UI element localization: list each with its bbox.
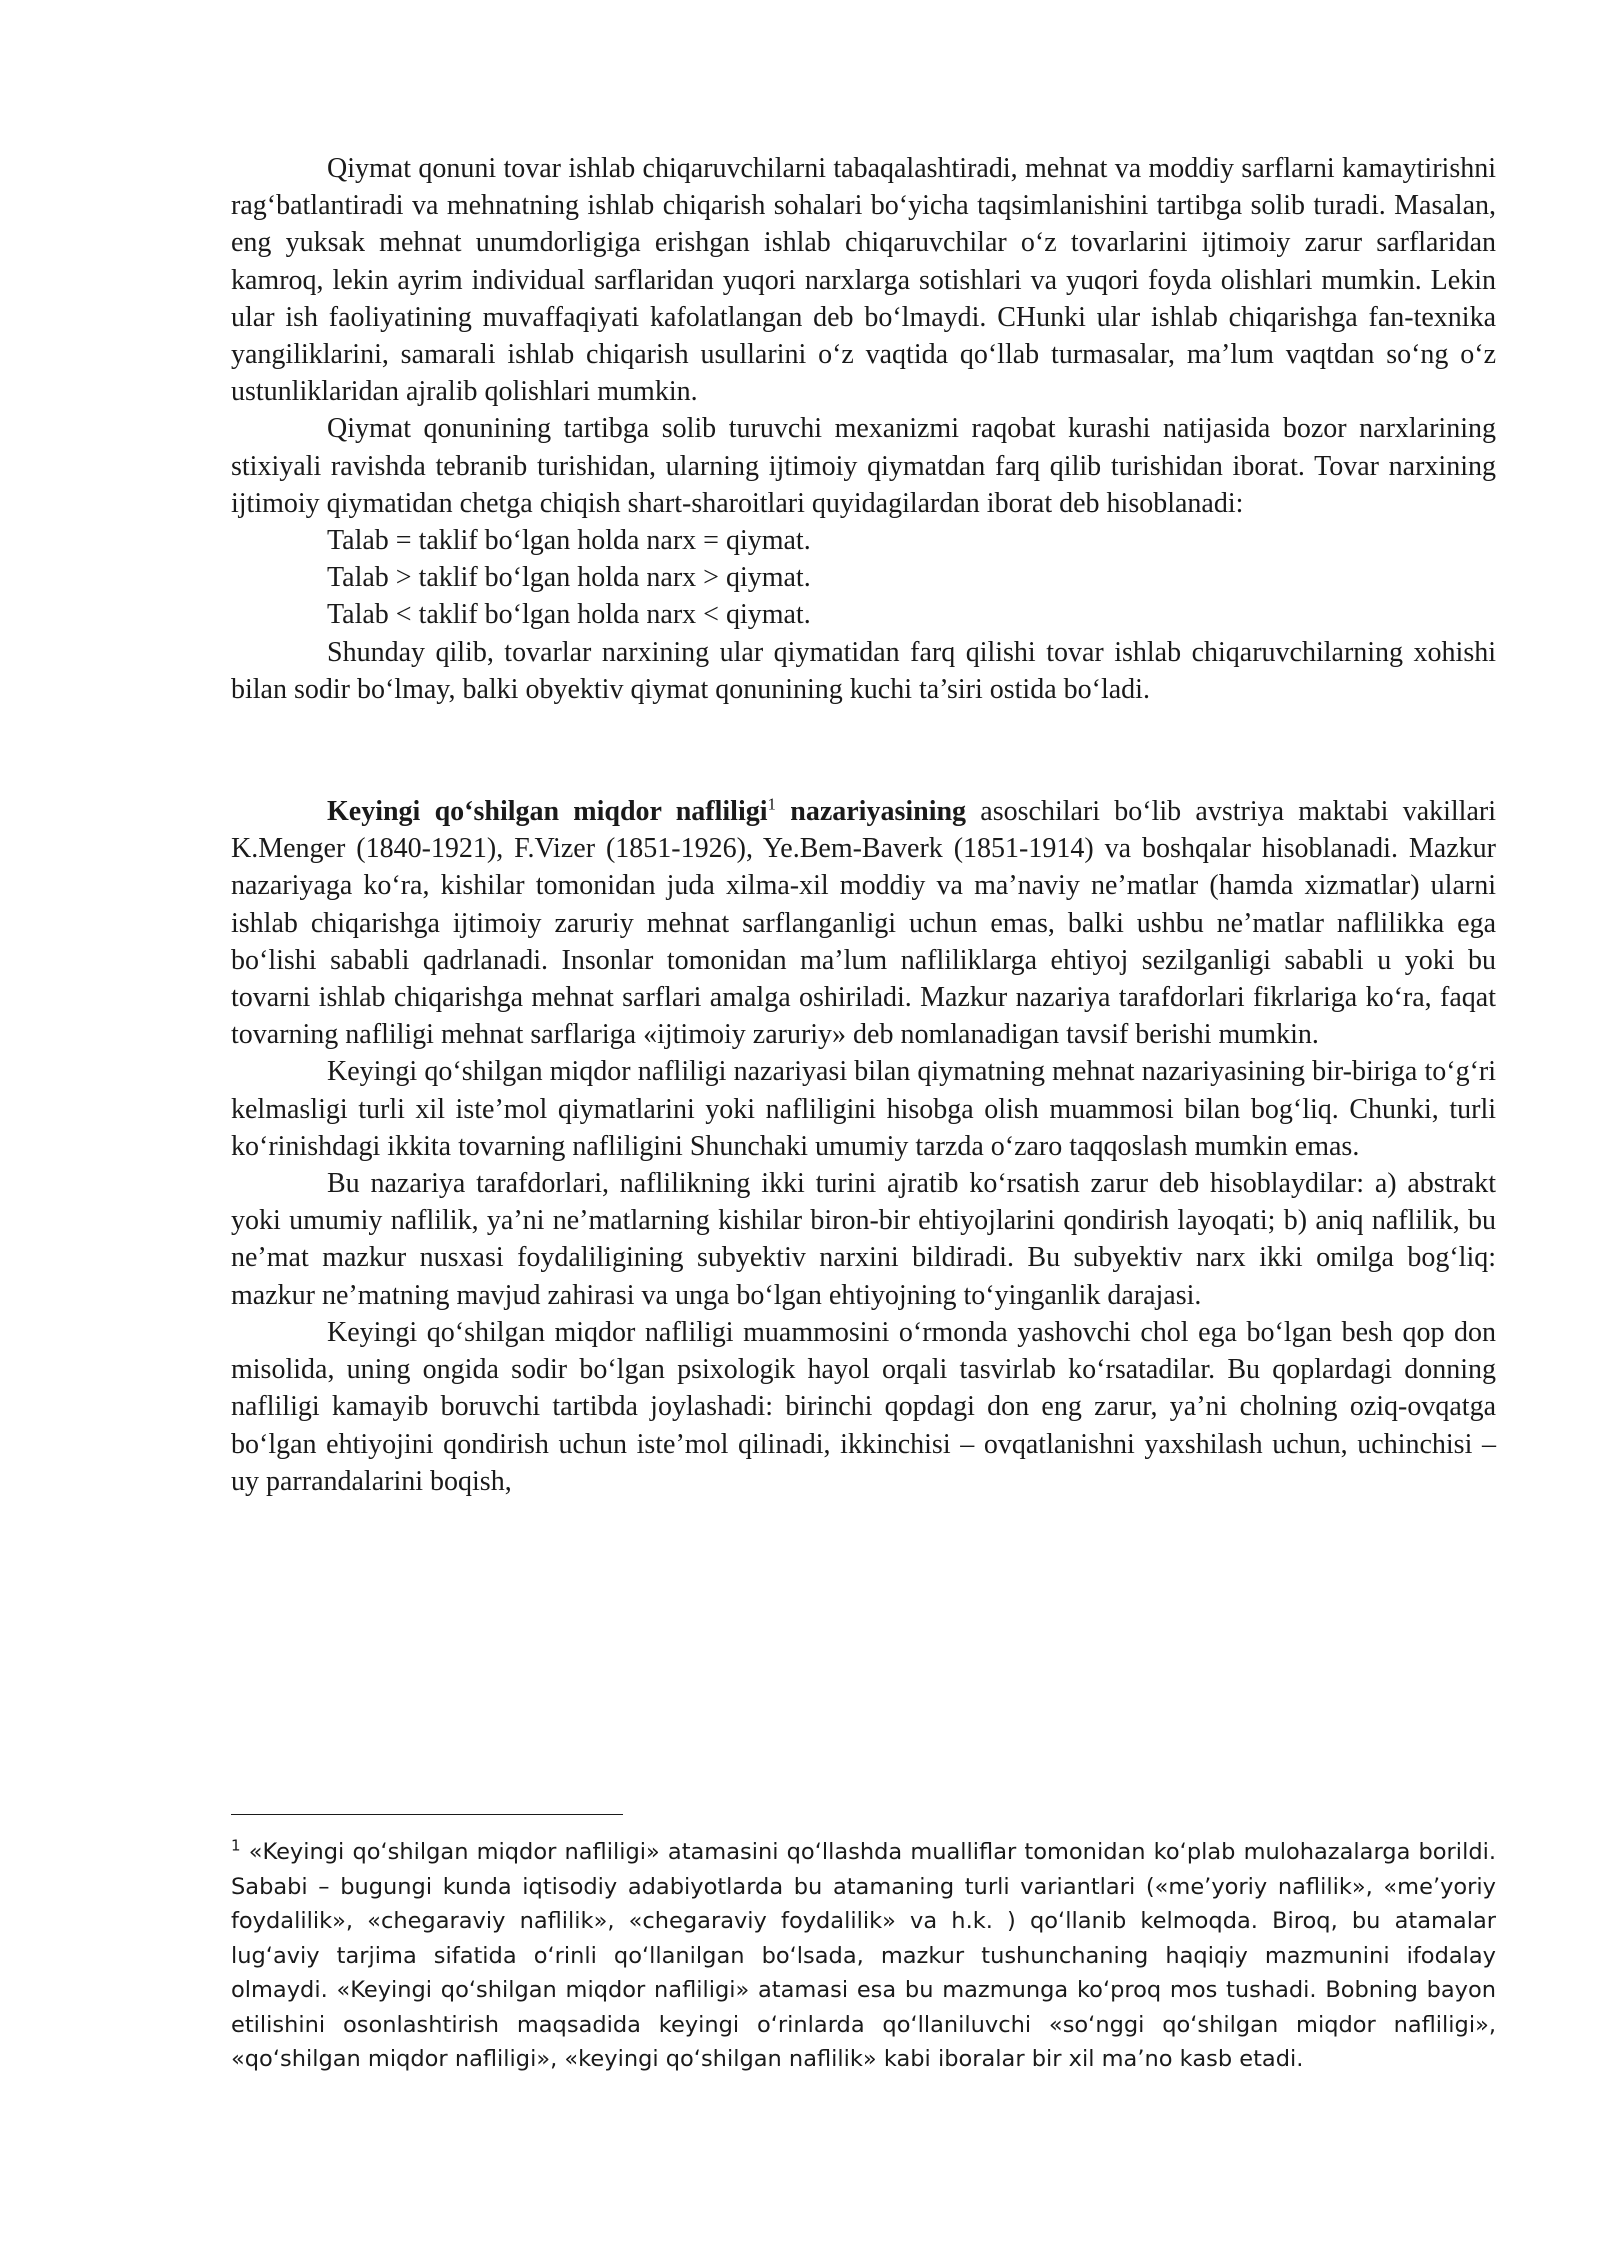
bold-term: Keyingi qo‘shilgan miqdor nafliligi	[327, 796, 768, 828]
paragraph-theory-mismatch: Keyingi qo‘shilgan miqdor nafliligi nazariyasi bilan qiymatning mehnat nazariyasining bir-biriga to‘g‘ri kelmasligi turli xil iste’mol qiymatlarini yoki nafliligini hisobga olish muammosi bilan bog‘liq. Chunki, turli ko‘rinishdagi ikkita tovarning nafliligini Shunchaki umumiy tarzda o‘zaro taqqoslash mumkin emas.	[231, 1056, 1496, 1162]
footnote-1	[231, 1835, 1496, 2077]
paragraph-two-types-utility: Bu nazariya tarafdorlari, naflilikning ikki turini ajratib ko‘rsatish zarur deb hisoblaydilar: a) abstrakt yoki umumiy naflilik, ya’ni ne’matlarning kishilar biron-bir ehtiyojlarini qondirish layoqati; b) aniq naflilik, bu ne’mat mazkur nusxasi foydaliligining subyektiv narxini bildiradi. Bu subyektiv narx ikki omilga bog‘liq: mazkur ne’matning mavjud zahirasi va unga bo‘lgan ehtiyojning to‘yinganlik darajasi.	[231, 1168, 1496, 1311]
footnote-area	[231, 1814, 1496, 2077]
footnote-separator	[231, 1814, 623, 1815]
paragraph-conclusion: Shunday qilib, tovarlar narxining ular qiymatidan farq qilishi tovar ishlab chiqaruvchilarning xohishi bilan sodir bo‘lmay, balki obyektiv qiymat qonunining kuchi ta’siri ostida bo‘ladi.	[231, 636, 1496, 705]
formula-demand-greater-supply: Talab > taklif bo‘lgan holda narx > qiymat.	[327, 562, 811, 594]
paragraph-value-law: Qiymat qonuni tovar ishlab chiqaruvchilarni tabaqalashtiradi, mehnat va moddiy sarflarni kamaytirishni rag‘batlantiradi va mehnatning ishlab chiqarish sohalari bo‘yicha taqsimlanishini tartibga solib turadi. Masalan, eng yuksak mehnat unumdorligiga erishgan ishlab chiqaruvchilar o‘z tovarlarini ijtimoiy zarur sarflaridan kamroq, lekin ayrim individual sarflaridan yuqori narxlarga sotishlari va yuqori foyda olishlari mumkin. Lekin ular ish faoliyatining muvaffaqiyati kafolatlangan deb bo‘lmaydi. CHunki ular ishlab chiqarishga fan-texnika yangiliklarini, samarali ishlab chiqarish usullarini o‘z vaqtida qo‘llab turmasalar, ma’lum vaqtdan so‘ng o‘z ustunliklaridan ajralib qolishlari mumkin.	[231, 153, 1496, 408]
section-gap	[231, 708, 1496, 793]
paragraph-five-sacks-example: Keyingi qo‘shilgan miqdor nafliligi muammosini o‘rmonda yashovchi chol ega bo‘lgan besh qop don misolida, uning ongida sodir bo‘lgan psixologik hayol orqali tasvirlab ko‘rsatadilar. Bu qoplardagi donning nafliligi kamayib boruvchi tartibda joylashadi: birinchi qopdagi don eng zarur, ya’ni cholning oziq-ovqatga bo‘lgan ehtiyojini qondirish uchun iste’mol qilinadi, ikkinchisi – ovqatlanishni yaxshilash uchun, uchinchisi – uy parrandalarini boqish,	[231, 1316, 1496, 1497]
paragraph-marginal-utility-theory	[231, 793, 1496, 1053]
document-body	[231, 150, 1496, 1500]
footnote-reference[interactable]: 1	[767, 794, 777, 814]
formula-demand-less-supply: Talab < taklif bo‘lgan holda narx < qiymat.	[327, 599, 811, 631]
formula-demand-equals-supply: Talab = taklif bo‘lgan holda narx = qiymat.	[327, 525, 811, 557]
footnote-text: «Keyingi qo‘shilgan miqdor nafliligi» atamasini qo‘llashda mualliflar tomonidan ko‘plab mulohazalarga borildi. Sababi – bugungi kunda iqtisodiy adabiyotlarda bu atamaning turli variantlari («me’yoriy naflilik», «me’yoriy foydalilik», «chegaraviy naflilik», «chegaraviy foydalilik» va h.k. ) qo‘llanib kelmoqda. Biroq, bu atamalar lug‘aviy tarjima sifatida o‘rinli qo‘llanilgan bo‘lsada, mazkur tushunchaning haqiqiy mazmunini ifodalay olmaydi. «Keyingi qo‘shilgan miqdor nafliligi» atamasi esa bu mazmunga ko‘proq mos tushadi. Bobning bayon etilishini osonlashtirish maqsadida keyingi o‘rinlarda qo‘llaniluvchi «so‘nggi qo‘shilgan miqdor nafliligi», «qo‘shilgan miqdor nafliligi», «keyingi qo‘shilgan naflilik» kabi iboralar bir xil ma’no kasb etadi.	[231, 1839, 1496, 2072]
footnote-mark: 1	[231, 1836, 241, 1855]
paragraph-text: asoschilari bo‘lib avstriya maktabi vakillari K.Menger (1840-1921), F.Vizer (1851-1926), Ye.Bem-Baverk (1851-1914) va boshqalar hisoblanadi. Mazkur nazariyaga ko‘ra, kishilar tomonidan juda xilma-xil moddiy va ma’naviy ne’matlar (hamda xizmatlar) ularni ishlab chiqarishga ijtimoiy zaruriy mehnat sarflanganligi uchun emas, balki ushbu ne’matlar naflilikka ega bo‘lishi sababli qadrlanadi. Insonlar tomonidan ma’lum nafliliklarga ehtiyoj sezilganligi sababli u yoki bu tovarni ishlab chiqarishga mehnat sarflari amalga oshiriladi. Mazkur nazariya tarafdorlari fikrlariga ko‘ra, faqat tovarning nafliligi mehnat sarflariga «ijtimoiy zaruriy» deb nomlanadigan tavsif berishi mumkin.	[231, 796, 1496, 1051]
bold-term-suffix: nazariyasining	[776, 796, 967, 828]
paragraph-regulating-mechanism: Qiymat qonunining tartibga solib turuvchi mexanizmi raqobat kurashi natijasida bozor narxlarining stixiyali ravishda tebranib turishidan, ularning ijtimoiy qiymatdan farq qilib turishidan iborat. Tovar narxining ijtimoiy qiymatidan chetga chiqish shart-sharoitlari quyidagilardan iborat deb hisoblanadi:	[231, 413, 1496, 519]
